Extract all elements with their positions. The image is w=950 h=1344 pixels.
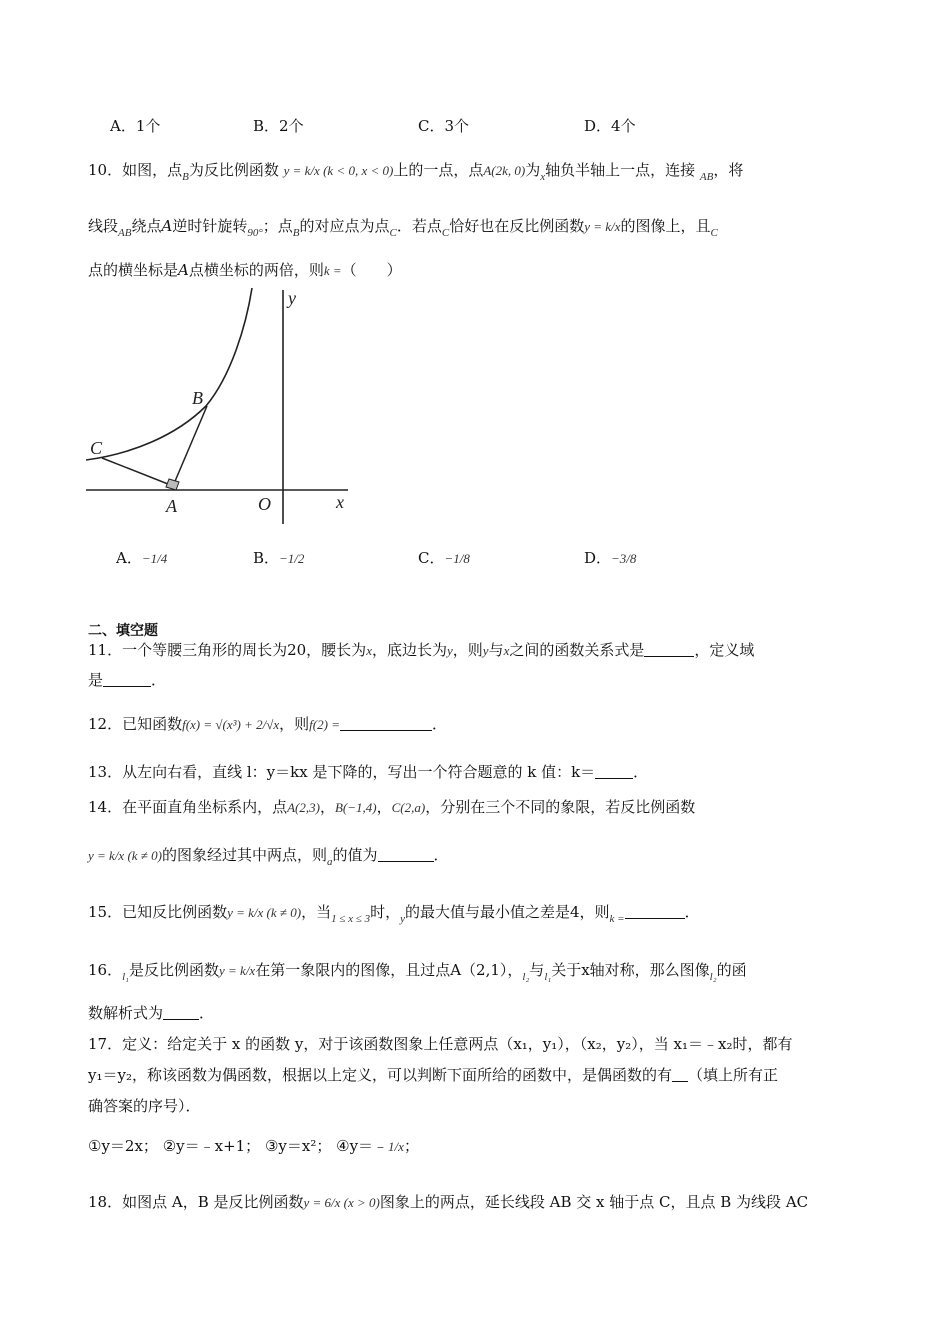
q14-line1: 14．在平面直角坐标系内，点A(2,3)，B(−1,4)，C(2,a)，分别在三个不同的象限，若反比例函数 — [88, 798, 696, 816]
q11-line2: 是 ． — [88, 671, 167, 689]
q18-line: 18．如图点 A，B 是反比例函数y = 6/x (x > 0)图象上的两点，延长线段 AB 交 x 轴于点 C，且点 B 为线段 AC — [88, 1193, 809, 1211]
q9-option-b: B．2个 — [253, 117, 304, 135]
q15-answer-blank[interactable] — [625, 904, 685, 919]
hyperbola-curve — [86, 288, 252, 460]
q14-answer-blank[interactable] — [378, 847, 434, 862]
q13-answer-blank[interactable] — [595, 764, 633, 779]
q13-line: 13．从左向右看，直线 l：y＝kx 是下降的，写出一个符合题意的 k 值：k＝ ． — [88, 763, 649, 781]
q10-func-formula: y = k/x (k < 0, x < 0) — [283, 163, 394, 178]
q12-answer-blank[interactable] — [340, 716, 432, 731]
q17-line3: 确答案的序号）． — [88, 1097, 201, 1115]
q11-line1: 11．一个等腰三角形的周长为20，腰长为x，底边长为y，则y与x之间的函数关系式是 ，定义域 — [88, 641, 755, 659]
label-y: y — [288, 288, 296, 308]
q16-line2: 数解析式为 ． — [88, 1004, 215, 1022]
q11-answer-blank[interactable] — [644, 642, 694, 657]
q14-line2: y = k/x (k ≠ 0)的图象经过其中两点，则$_a$的值为 ． — [88, 846, 449, 868]
label-a: A — [166, 496, 177, 516]
q16-answer-blank[interactable] — [163, 1005, 199, 1020]
q10-line2: 线段$_{AB}$绕点A逆时针旋转$_{90^\circ}$；点$_B$的对应点为点$_C$．若点$_C$恰好也在反比例函数y = k/x的图像上，且$_C$ — [88, 217, 718, 239]
q17-line1: 17．定义：给定关于 x 的函数 y，对于该函数图象上任意两点（x₁，y₁），（x₂，y₂），当 x₁＝﹣x₂时，都有 — [88, 1035, 793, 1053]
q15-line: 15．已知反比例函数y = k/x (k ≠ 0)，当$_{1 \le x \le 3}$时，$_y$的最大值与最小值之差是4，则$_{k =}$ ． — [88, 903, 700, 925]
label-o: O — [258, 494, 271, 514]
q10-option-b: B．−1/2 — [253, 549, 305, 567]
q10-option-a: A．−1/4 — [116, 549, 168, 567]
q10-figure — [86, 286, 366, 526]
label-x: x — [336, 492, 344, 512]
q10-line3: 点的横坐标是A点横坐标的两倍，则k =（ ） — [88, 261, 402, 279]
q9-option-d: D．4个 — [584, 117, 636, 135]
q16-line1: 16．$_{l_1}$是反比例函数y = k/x在第一象限内的图像，且过点A（2,1），$_{l_2}$与$_{l_1}$关于x轴对称，那么图像$_{l_2}$的函 — [88, 961, 747, 983]
q10-line1: 10．如图，点$_B$为反比例函数 y = k/x (k < 0, x < 0)上的一点，点A(2k, 0)为$_x$轴负半轴上一点，连接 $_{AB}$，将 — [88, 161, 744, 183]
q9-option-a: A．1个 — [110, 117, 161, 135]
label-b: B — [192, 388, 203, 408]
q9-option-c: C．3个 — [418, 117, 470, 135]
right-angle-marker — [166, 479, 179, 490]
q10-option-c: C．−1/8 — [418, 549, 470, 567]
q11-domain-blank[interactable] — [103, 672, 151, 687]
segment-ab — [173, 406, 207, 486]
q17-answer-blank[interactable] — [672, 1067, 688, 1082]
q17-line2: y₁＝y₂，称该函数为偶函数，根据以上定义，可以判断下面所给的函数中，是偶函数的有 （填上所有正 — [88, 1066, 778, 1084]
segment-ac — [102, 458, 173, 486]
section-title: 二、填空题 — [88, 623, 158, 639]
q17-line4: ①y＝2x； ②y＝﹣x+1； ③y＝x²； ④y＝﹣1/x； — [88, 1137, 419, 1155]
label-c: C — [90, 438, 103, 458]
q12-line: 12．已知函数f(x) = √(x³) + 2/√x，则f(2) = ． — [88, 715, 447, 733]
q10-option-d: D．−3/8 — [584, 549, 637, 567]
